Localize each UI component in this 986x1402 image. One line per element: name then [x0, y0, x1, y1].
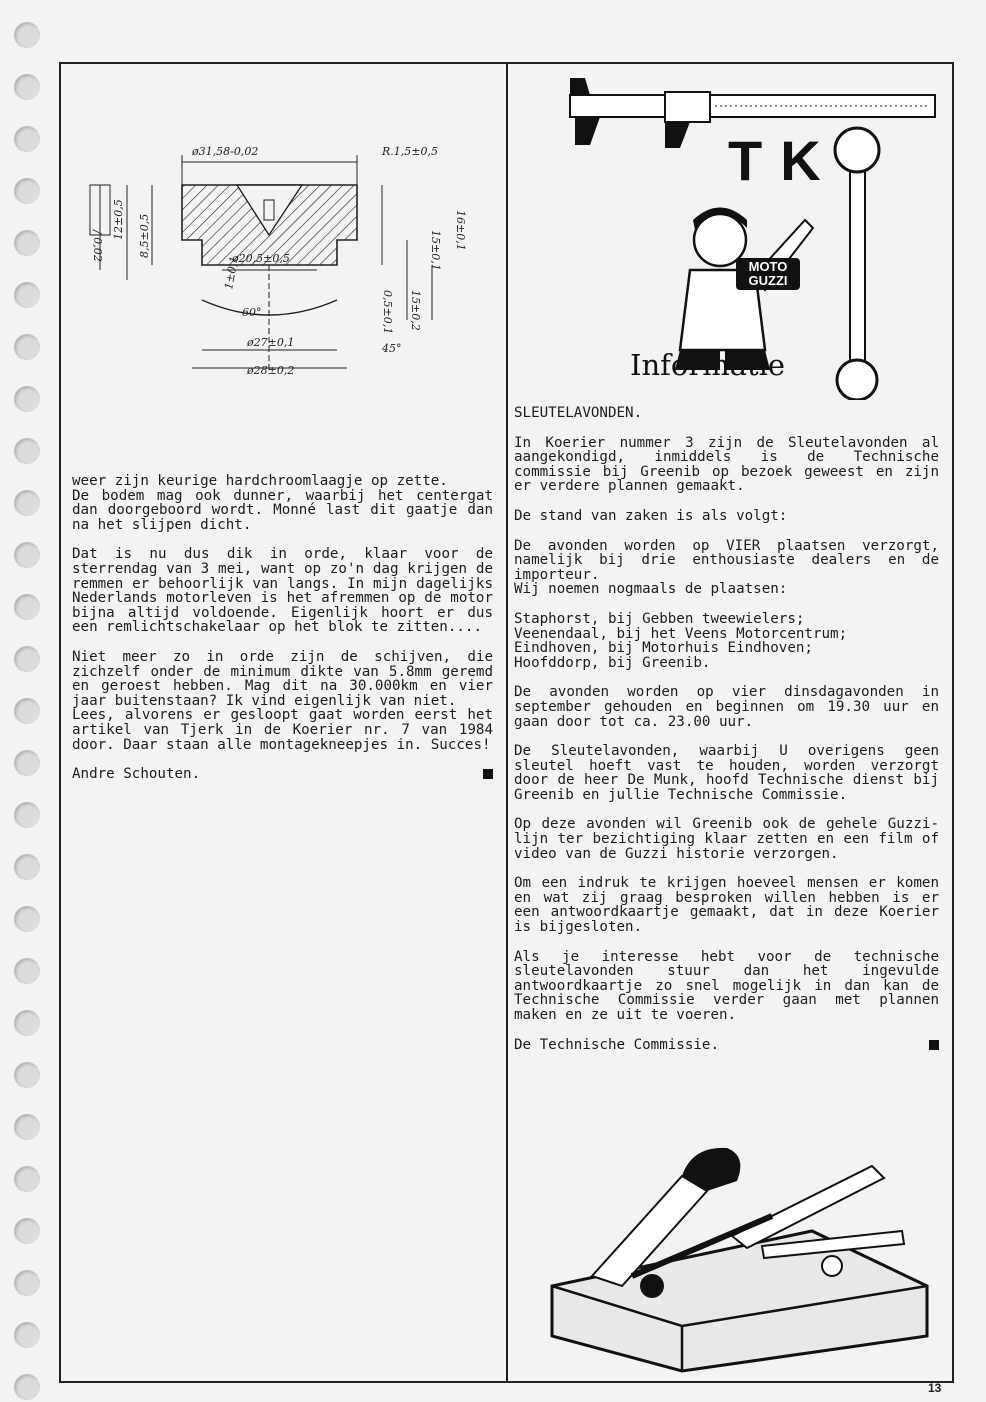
paragraph: Niet meer zo in orde zijn de schijven, die zichzelf onder de minimum dikte van 5.8mm geremd en geroest hebben. Mag dit na 30.000km en vier jaar buitenstaan? Ik vind eigenlijk van niet. Lees, alvorens er gesloopt gaat worden eerst het artikel van Tjerk in de Koerier nr. 7 van 1984 door. Daar staan alle montagekneepjes in. Succes! — [72, 648, 493, 753]
paragraph: Om een indruk te krijgen hoeveel mensen er komen en wat zij graag besproken willen hebben is er een antwoordkaartje gemaakt, dat in deze Koerier is bijgesloten. — [514, 875, 948, 936]
section-heading: SLEUTELAVONDEN. — [514, 405, 643, 421]
signature-row — [514, 1038, 939, 1053]
paragraph: De stand van zaken is als volgt: — [514, 507, 788, 524]
binder-holes — [14, 22, 44, 1402]
end-mark — [929, 1040, 939, 1050]
paragraph: De avonden worden op VIER plaatsen verzorgt, namelijk bij drie enthousiaste dealers en de importeur. Wij noemen nogmaals de plaatsen: — [514, 537, 939, 598]
dim-label: 0,5±0,1 — [381, 290, 394, 335]
dim-label: R.1,5±0,5 — [382, 145, 438, 158]
commission-signature: De Technische Commissie. — [514, 1036, 719, 1053]
dim-label: 15±0,2 — [409, 290, 422, 331]
end-mark — [483, 769, 493, 779]
dim-label: ø27±0,1 — [247, 336, 295, 349]
left-column — [72, 473, 502, 783]
dim-label: 8,5±0,5 — [138, 213, 151, 258]
dim-label: ø28±0,2 — [247, 364, 295, 377]
author-signature: Andre Schouten. — [72, 766, 201, 783]
paragraph: Als je interesse hebt voor de technische sleutelavonden stuur dan het ingevulde antwoordkaartje zo snel mogelijk in dan kan de Technische Commissie verder gaan met plannen maken en ze uit te voeren. — [514, 948, 948, 1023]
paragraph: De Sleutelavonden, waarbij U overigens geen sleutel hoeft vast te houden, worden verzorgt door de heer De Munk, hoofd Technische dienst bij Greenib en jullie Technische Commissie. — [514, 743, 948, 803]
signature-row — [72, 767, 493, 782]
page-title: Informatie — [630, 348, 786, 382]
paragraph: Staphorst, bij Gebben tweewielers; Veenendaal, bij het Veens Motorcentrum; Eindhoven, bij Motorhuis Eindhoven; Hoofddorp, bij Greenib. — [514, 610, 848, 671]
moto-guzzi-badge: MOTO GUZZI — [736, 258, 800, 290]
paragraph: Op deze avonden wil Greenib ook de gehele Guzzi-lijn ter bezichtiging klaar zetten en een film of video van de Guzzi historie verzorgen. — [514, 816, 948, 862]
column-divider — [506, 62, 508, 1381]
technical-drawing — [82, 140, 482, 380]
dim-label: 45° — [382, 342, 402, 355]
paragraph: In Koerier nummer 3 zijn de Sleutelavonden al aangekondigd, inmiddels is de Technische commissie bij Greenib op bezoek geweest en zijn er verdere plannen gemaakt. — [514, 434, 948, 495]
dim-label: 16±0,1 — [454, 210, 467, 251]
paragraph: Dat is nu dus dik in orde, klaar voor de sterrendag van 3 mei, want op zo'n dag krijgen de remmen er behoorlijk van langs. In mijn dagelijks Nederlands motorleven is het afremmen op de motor bijna altijd voldoende. Eigenlijk hoort er dus een remlichtschakelaar op het blok te zitten.... — [72, 546, 502, 636]
dim-label: 1±0,1 — [222, 255, 241, 291]
dim-label: 15±0,1 — [429, 230, 442, 271]
toolbox-illustration — [532, 1136, 937, 1374]
tk-logo: TK — [728, 129, 839, 192]
dim-label: 12±0,5 — [112, 199, 125, 240]
dim-label: / 0,02 — [91, 230, 104, 262]
right-column — [514, 405, 948, 1053]
dim-label: ø20,5±0,5 — [232, 252, 290, 265]
page-number: 13 — [928, 1381, 942, 1395]
dim-label: ø31,58-0,02 — [192, 145, 259, 158]
paragraph: weer zijn keurige hardchroomlaagje op zette. De bodem mag ook dunner, waarbij het centergat dan doorgeboord wordt. Monné last dit gaatje dan na het slijpen dicht. — [72, 473, 493, 533]
paragraph: De avonden worden op vier dinsdagavonden in september gehouden en beginnen om 19.30 uur en gaan door tot ca. 23.00 uur. — [514, 684, 948, 730]
dim-label: 60° — [242, 306, 262, 319]
